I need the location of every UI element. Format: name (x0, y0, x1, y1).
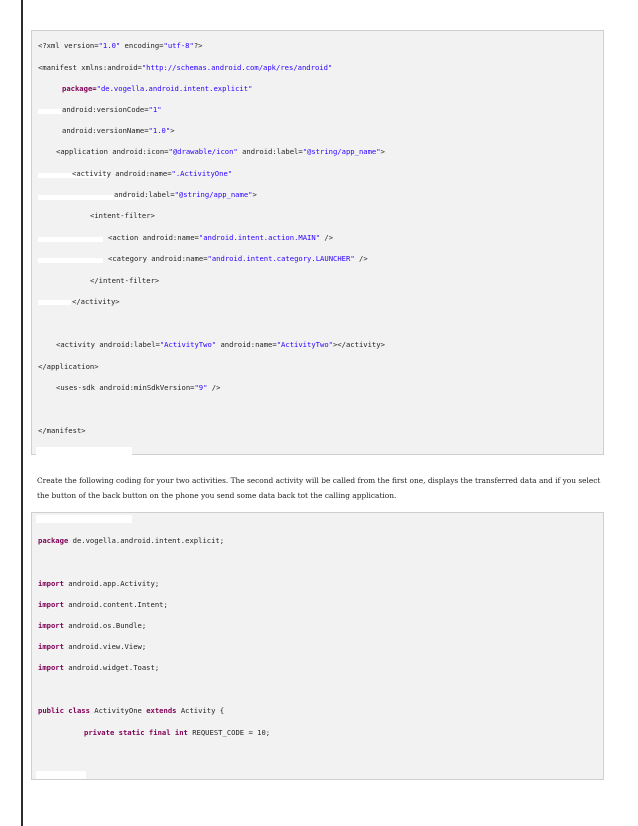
code-token: <activity android:label= (56, 340, 160, 349)
manifest-code-line (56, 340, 385, 350)
manifest-code-line (38, 362, 99, 372)
code-token: REQUEST_CODE = 10; (187, 728, 271, 737)
indent-guide (38, 300, 71, 305)
code-token: static (118, 728, 145, 737)
code-token: "http://schemas.android.com/apk/res/android" (141, 63, 333, 72)
code-token: <application android:icon= (56, 147, 169, 156)
code-token: "android.intent.category.LAUNCHER" (207, 254, 355, 263)
code-token: int (174, 728, 188, 737)
code-token: package= (62, 84, 97, 93)
manifest-code-line (72, 297, 120, 307)
code-token: <uses-sdk android:minSdkVersion= (56, 383, 195, 392)
code-token: final (148, 728, 171, 737)
code-token: package (38, 536, 69, 545)
code-token: </application> (38, 362, 99, 371)
manifest-code-line (38, 426, 86, 436)
code-token: "android.intent.action.MAIN" (198, 233, 321, 242)
code-token: "@string/app_name" (302, 147, 381, 156)
page-margin-bar (21, 0, 23, 826)
manifest-code-line (108, 254, 368, 264)
indent-guide (38, 237, 103, 242)
instructions-paragraph: Create the following coding for your two activities. The second activity will be called from the first one, displays the transferred data and if you select the button of the back button on the phone you send some data back tot the calling application. (37, 476, 601, 500)
code-token: ?> (193, 41, 203, 50)
code-token: import (38, 600, 64, 609)
code-token: android.widget.Toast; (63, 663, 160, 672)
code-token: </manifest> (38, 426, 86, 435)
code-token: ".ActivityOne" (171, 169, 233, 178)
code-token: ActivityOne (89, 706, 147, 715)
java-code-line (38, 536, 224, 546)
scroll-gap (36, 515, 132, 523)
code-token: /> (354, 254, 368, 263)
java-code-line (38, 642, 146, 652)
code-token: "ActivityTwo" (159, 340, 217, 349)
manifest-code-line (62, 84, 252, 94)
manifest-code-line (38, 41, 202, 51)
code-token: import (38, 642, 64, 651)
code-token: "ActivityTwo" (276, 340, 333, 349)
manifest-code-line (62, 105, 162, 115)
code-token: "1" (148, 105, 162, 114)
code-token: extends (146, 706, 177, 715)
code-token: encoding= (120, 41, 164, 50)
code-token: public (38, 706, 64, 715)
code-token: /> (207, 383, 221, 392)
scroll-gap (36, 447, 132, 455)
code-token: > (252, 190, 257, 199)
code-token: import (38, 663, 64, 672)
code-token: "1.0" (148, 126, 171, 135)
code-token: <intent-filter> (90, 211, 155, 220)
manifest-code-line (108, 233, 333, 243)
code-token: android.os.Bundle; (63, 621, 147, 630)
code-token: private (84, 728, 115, 737)
code-token: "utf-8" (163, 41, 194, 50)
manifest-code-line (56, 383, 220, 393)
indent-guide (38, 109, 62, 114)
manifest-code-line (90, 276, 159, 286)
code-token: "de.vogella.android.intent.explicit" (96, 84, 253, 93)
code-token: > (380, 147, 385, 156)
java-code-line (38, 706, 224, 716)
manifest-code-line (114, 190, 257, 200)
code-token: "@string/app_name" (174, 190, 253, 199)
code-token: <?xml version= (38, 41, 99, 50)
java-code-line (38, 600, 168, 610)
code-token: "@drawable/icon" (168, 147, 238, 156)
code-token: android.content.Intent; (63, 600, 168, 609)
indent-guide (38, 258, 103, 263)
code-token: <activity android:name= (72, 169, 172, 178)
code-token: > (170, 126, 175, 135)
code-token: android:versionCode= (62, 105, 149, 114)
manifest-code-line (90, 211, 155, 221)
code-token: import (38, 579, 64, 588)
manifest-code-block (31, 30, 604, 455)
code-token: <category android:name= (108, 254, 208, 263)
code-token: <manifest xmlns:android= (38, 63, 142, 72)
code-token: </activity> (72, 297, 120, 306)
code-token: android:label= (114, 190, 175, 199)
code-token: android:versionName= (62, 126, 149, 135)
code-token: "1.0" (98, 41, 121, 50)
code-token: android.view.View; (63, 642, 147, 651)
code-token: <action android:name= (108, 233, 199, 242)
java-code-line (84, 728, 270, 738)
code-token: android:label= (237, 147, 303, 156)
java-code-line (38, 621, 146, 631)
manifest-code-line (62, 126, 175, 136)
code-token: android:name= (216, 340, 277, 349)
code-token: de.vogella.android.intent.explicit; (68, 536, 225, 545)
code-token: android.app.Activity; (63, 579, 160, 588)
code-token: class (68, 706, 90, 715)
code-token: "9" (194, 383, 208, 392)
code-token: import (38, 621, 64, 630)
code-token: </intent-filter> (90, 276, 160, 285)
java-code-line (38, 579, 159, 589)
java-code-block (31, 512, 604, 780)
code-token: /> (320, 233, 334, 242)
manifest-code-line (38, 63, 332, 73)
manifest-code-line (72, 169, 232, 179)
code-token: Activity { (176, 706, 225, 715)
code-token: ></activity> (332, 340, 385, 349)
scroll-gap (36, 771, 86, 779)
manifest-code-line (56, 147, 385, 157)
java-code-line (38, 663, 159, 673)
